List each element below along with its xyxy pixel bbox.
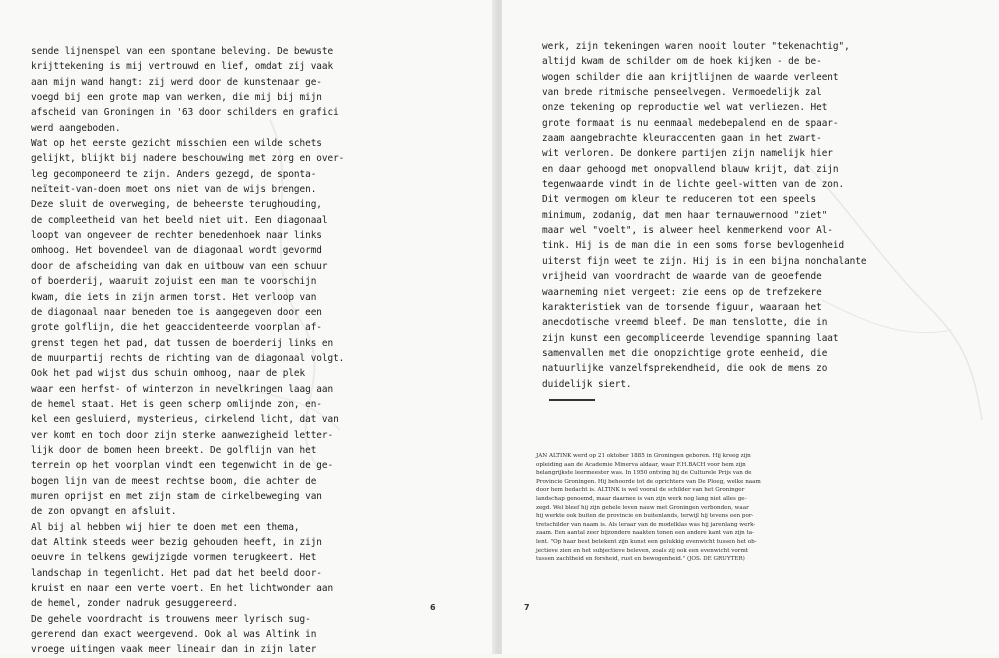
text-line: zijn kunst een gecompliceerde levendige spanning laat: [542, 332, 839, 344]
text-line: leg gecomponeerd te zijn. Anders gezegd, de sponta-: [31, 168, 317, 180]
right-page: [502, 0, 999, 654]
text-line: Wat op het eerste gezicht misschien een wilde schets: [31, 138, 322, 150]
text-line: grenst tegen het pad, dat tussen de boerderij links en: [31, 337, 334, 349]
text-line: karakteristiek van de torsende figuur, waaraan het: [542, 301, 822, 313]
text-line: lijk door de bomen heen breekt. De golflijn van het: [31, 444, 317, 456]
text-line: Al bij al hebben wij hier te doen met een thema,: [31, 521, 300, 533]
text-line: oeuvre in telkens gewijzigde vormen terugkeert. Het: [31, 552, 317, 564]
text-line: de diagonaal naar beneden toe is aangegeven door een: [31, 306, 322, 318]
text-line: ver komt en toch door zijn sterke aanwezigheid letter-: [31, 429, 334, 441]
text-line: duidelijk siert.: [542, 378, 632, 390]
text-line: aan mijn wand hangt: zij werd door de kunstenaar ge-: [31, 76, 322, 88]
text-line: landschap in tegenlicht. Het pad dat het beeld door-: [31, 567, 322, 579]
text-line: muren oprijst en met zijn stam de cirkelbeweging van: [31, 490, 322, 502]
text-line: tegenwaarde vindt in de lichte geel-witten van de zon.: [542, 179, 845, 191]
text-line: gelijkt, blijkt bij nadere beschouwing met zorg en over-: [31, 153, 345, 165]
text-line: wogen schilder die aan krijtlijnen de waarde verleent: [542, 71, 839, 83]
right-body-text: [542, 39, 867, 392]
bio-line: belangrijkste leermeester was. In 1950 ontving hij de Culturele Prijs van de: [536, 470, 752, 477]
text-line: dat Altink steeds weer bezig gehouden heeft, in zijn: [31, 537, 322, 548]
text-line: maar wel "voelt", is alweer heel kenmerkend voor Al-: [542, 225, 833, 237]
text-line: kel een gesluierd, mysterieus, cirkelend licht, dat van: [31, 414, 339, 426]
bio-line: JAN ALTINK werd op 21 oktober 1885 in Groningen geboren. Hij kreeg zijn: [536, 453, 751, 459]
text-line: onze tekening op reproductie wel wat verliezen. Het: [542, 102, 828, 114]
left-body-text: [31, 44, 345, 658]
text-line: afscheid van Groningen in '63 door schilders en grafici: [31, 107, 339, 119]
artist-biography-note: [536, 452, 791, 564]
text-line: kruist en naar een verte voert. En het lichtwonder aan: [31, 583, 334, 595]
text-line: anecdotische vreemd bleef. De man tenslotte, die in: [542, 317, 828, 329]
bio-line: tretschilder van naam is. Als leraar van de modelklas was hij jarenlang werk-: [536, 521, 756, 528]
text-line: gererend dan exact weergevend. Ook al was Altink in: [31, 629, 317, 641]
text-line: de hemel staat. Het is geen scherp omlijnde zon, en-: [31, 398, 322, 410]
text-line: zaam aangebrachte kleuraccenten gaan in het zwart-: [542, 133, 822, 145]
text-line: de hemel, zonder nadruk gesuggereerd.: [31, 598, 238, 610]
bio-line: zegd. Wel bleef hij zijn gehele leven nauw met Groningen verbonden, waar: [536, 504, 749, 511]
text-line: samenvallen met die onopzichtige grote eenheid, die: [542, 347, 828, 359]
left-page: [0, 0, 497, 654]
text-line: wit verloren. De donkere partijen zijn namelijk hier: [542, 148, 833, 160]
bio-line: zaam. Een aantal zeer bijzondere naakten tonen een andere kant van zijn ta-: [536, 530, 755, 537]
text-line: omhoog. Het bovendeel van de diagonaal wordt gevormd: [31, 245, 322, 257]
text-line: loopt van ongeveer de rechter benedenhoek naar links: [31, 230, 322, 242]
bio-line: lent. "Op haar best betekent zijn kunst een gelukkig evenwicht tussen het ob-: [536, 538, 757, 545]
text-line: tink. Hij is de man die in een soms forse bevlogenheid: [542, 240, 845, 252]
text-line: uiterst fijn weet te zijn. Hij is in een bijna nonchalante: [542, 255, 867, 267]
text-line: altijd kwam de schilder om de hoek kijken - de be-: [542, 56, 822, 68]
text-line: sende lijnenspel van een spontane beleving. De bewuste: [31, 46, 334, 57]
separator-rule: [549, 399, 595, 401]
text-line: de muurpartij rechts de richting van de diagonaal volgt.: [31, 352, 345, 364]
page-number: 6: [430, 603, 436, 612]
text-line: waar een herfst- of winterzon in nevelkringen laag aan: [31, 383, 334, 395]
text-line: werk, zijn tekeningen waren nooit louter "tekenachtig",: [542, 41, 850, 52]
text-line: Ook het pad wijst dus schuin omhoog, naar de plek: [31, 368, 306, 380]
text-line: Deze sluit de overweging, de beheerste terughouding,: [31, 199, 322, 211]
text-line: werd aangeboden.: [31, 122, 121, 134]
text-line: grote golflijn, die het geaccidenteerde voorplan af-: [31, 322, 322, 334]
bio-line: landschap genoemd, maar daarnee is van zijn werk nog lang niet alles ge-: [536, 495, 747, 502]
text-line: minimum, zodanig, dat men haar ternauwernood "ziet": [542, 209, 828, 221]
text-line: Dit vermogen om kleur te reduceren tot een speels: [542, 194, 817, 206]
text-line: of boerderij, waaruit zojuist een man te voorschijn: [31, 276, 317, 288]
bio-line: tussen zachtheid en forsheid, rust en bewogenheid." (JOS. DE GRUYTER): [536, 556, 745, 563]
bio-line: jectieve zien en het subjectieve beleven, zoals zij ook een evenwicht vormt: [536, 547, 748, 554]
bio-line: Provincie Groningen. Hij behoorde tot de oprichters van De Ploeg, welke naam: [536, 478, 761, 485]
text-line: de zon opvangt en afsluit.: [31, 506, 177, 518]
text-line: bogen lijn van de meest rechtse boom, die achter de: [31, 475, 317, 487]
text-line: krijttekening is mij vertrouwd en lief, omdat zij vaak: [31, 61, 334, 73]
text-line: van brede ritmische penseelvegen. Vermoedelijk zal: [542, 87, 822, 99]
text-line: grote formaat is nu eenmaal medebepalend en de spaar-: [542, 117, 839, 129]
text-line: terrein op het voorplan vindt een tegenwicht in de ge-: [31, 460, 334, 472]
bio-line: door hem bedacht is. ALTINK is wel vooral de schilder van het Groninger: [536, 487, 745, 494]
bio-line: hij werkte ook buiten de provincie en buitenlands, terwijl hij tevens een por-: [536, 513, 754, 520]
text-line: vrijheid van voordracht de waarde van de geoefende: [542, 271, 822, 283]
text-line: De gehele voordracht is trouwens meer lyrisch sug-: [31, 613, 311, 625]
text-line: natuurlijke vanzelfsprekendheid, die ook de mens zo: [542, 363, 828, 375]
text-line: en daar gehoogd met onopvallend blauw krijt, dat zijn: [542, 163, 839, 175]
text-line: neïteit-van-doen moet ons niet van de wijs brengen.: [31, 184, 317, 196]
text-line: kwam, die iets in zijn armen torst. Het verloop van: [31, 291, 317, 303]
bio-line: opleiding aan de Academie Minerva aldaar, waar F.H.BACH voor hem zijn: [536, 461, 746, 468]
page-number: 7: [524, 603, 530, 612]
text-line: de compleetheid van het beeld niet uit. Een diagonaal: [31, 214, 328, 226]
text-line: voegd bij een grote map van werken, die mij bij mijn: [31, 92, 322, 104]
text-line: vroege uitingen vaak meer lineair dan in zijn later: [31, 644, 317, 656]
text-line: waarneming niet vergeet: zie eens op de trefzekere: [542, 286, 822, 298]
text-line: door de afscheiding van dak en uitbouw van een schuur: [31, 260, 328, 272]
